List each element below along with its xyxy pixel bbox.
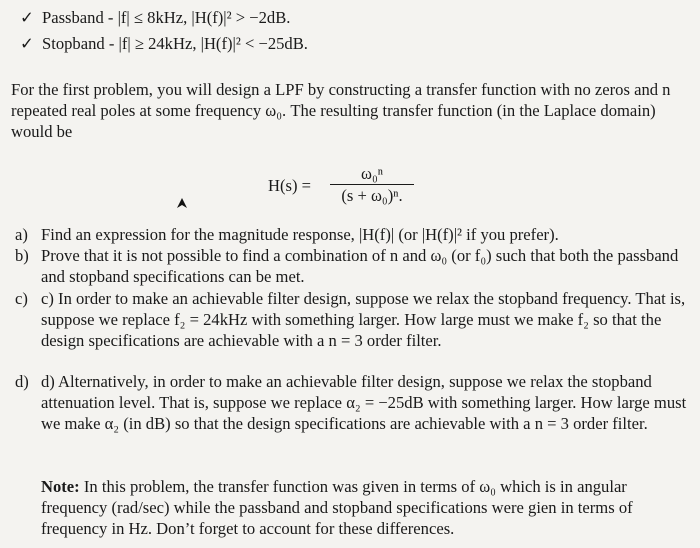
question-c-text: c) In order to make an achievable filter design, suppose we relax the stopband frequency. That is, suppose we replace f₂ = 24kHz with something larger. How large must we make f₂ so that the design specifications are achievable with a n = 3 order filter. [41,289,686,350]
check-icon: ✓ [20,34,34,53]
question-a-label: a) [15,225,28,244]
equation-numerator: ω₀ⁿ [361,164,383,183]
passband-spec-text: Passband - |f| ≤ 8kHz, |H(f)|² > −2dB. [42,8,291,27]
equation-denominator: (s + ω₀)ⁿ. [341,186,403,205]
transfer-function-equation [268,163,468,223]
question-c-label: c) [15,289,28,308]
note-text: In this problem, the transfer function was given in terms of ω₀ which is in angular frequency (rad/sec) while the passband and stopband specifications were gien in terms of frequency in Hz. Don’t forget to account for these differences. [41,477,633,538]
question-a-text: Find an expression for the magnitude response, |H(f)| (or |H(f)|² if you prefer). [41,225,559,244]
intro-paragraph: For the first problem, you will design a LPF by constructing a transfer function with no zeros and n repeated real poles at some frequency ω₀. The resulting transfer function (in the Laplace domain) would be [11,80,671,141]
question-d-label: d) [15,372,29,391]
equation-fraction [330,163,414,206]
note-label: Note: [41,477,80,496]
question-d-text: d) Alternatively, in order to make an achievable filter design, suppose we relax the stopband attenuation level. That is, suppose we replace α₂ = −25dB with something larger. How large must we make α₂ (in dB) so that the design specifications are achievable with a n = 3 order filter. [41,372,687,433]
check-icon: ✓ [20,8,34,27]
note-paragraph [41,476,691,539]
mouse-pointer-icon [175,196,189,212]
question-b-label: b) [15,246,29,265]
stopband-spec [20,33,308,54]
equation-lhs: H(s) = [268,176,311,195]
stopband-spec-text: Stopband - |f| ≥ 24kHz, |H(f)|² < −25dB. [42,34,308,53]
passband-spec [20,7,290,28]
question-b-text: Prove that it is not possible to find a combination of n and ω₀ (or f₀) such that both the passband and stopband specifications can be met. [41,246,679,286]
